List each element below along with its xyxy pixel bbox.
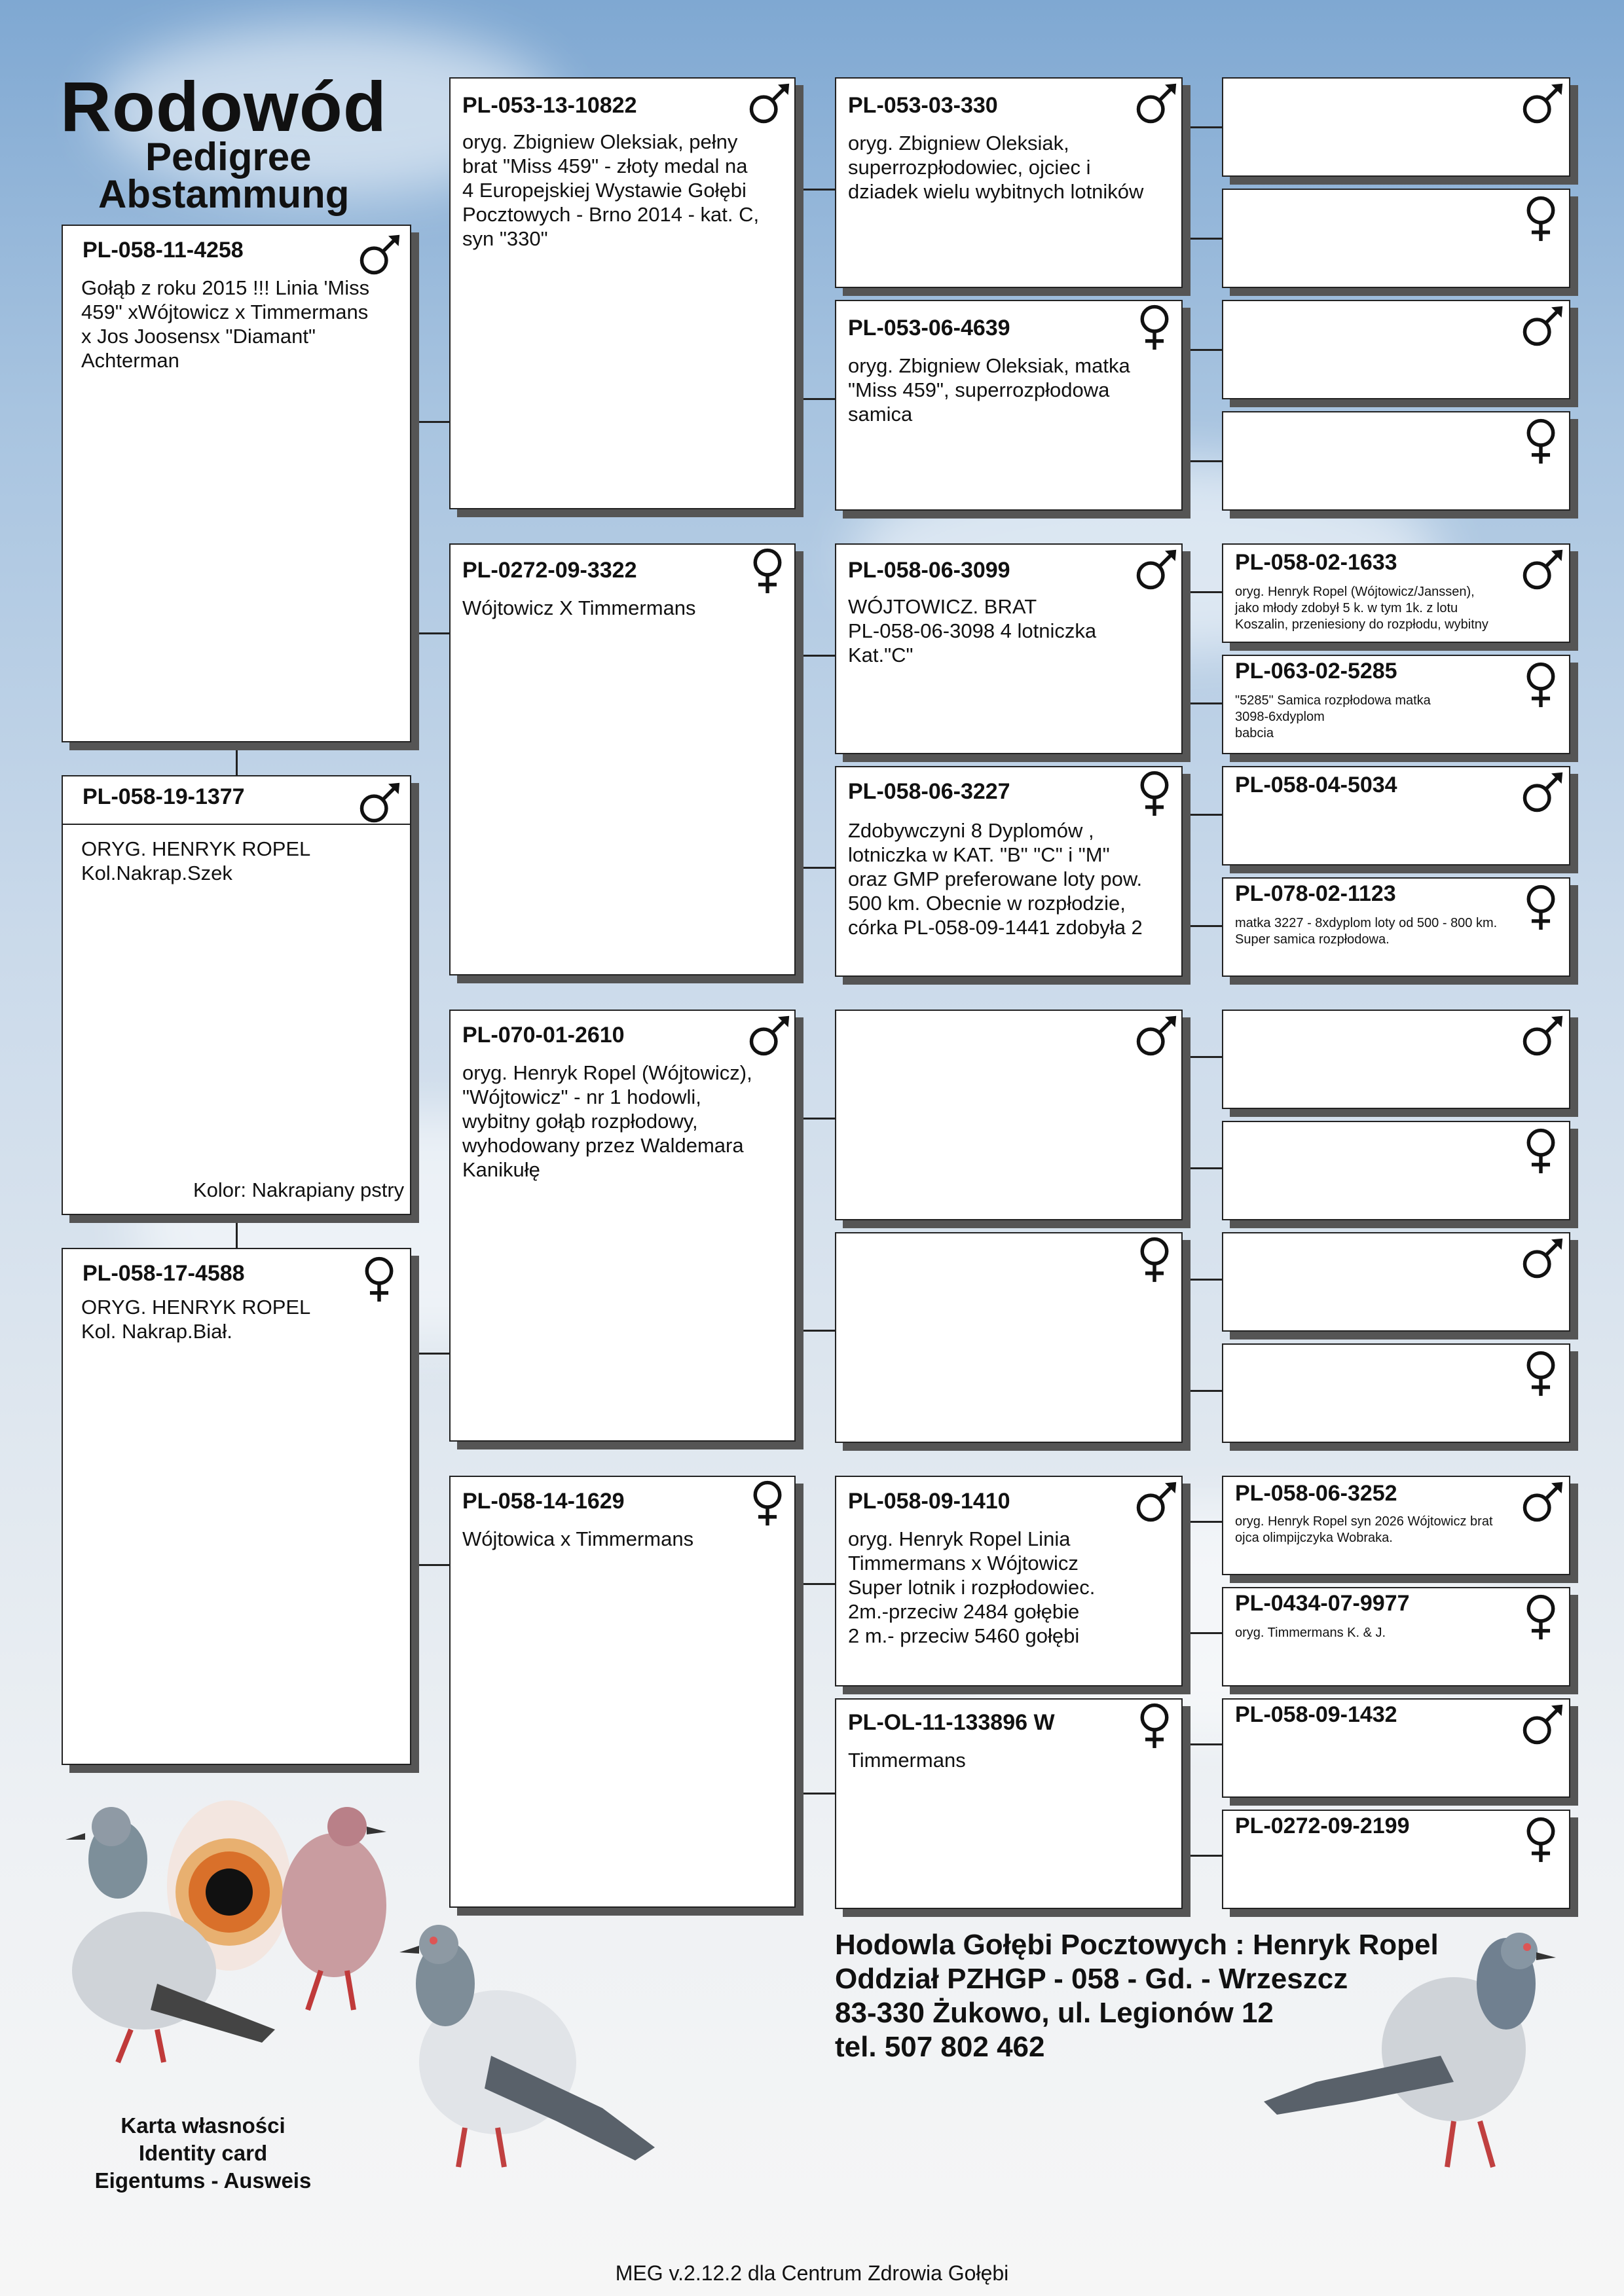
connector-line [1183, 814, 1222, 816]
pigeon-description: oryg. Henryk Ropel Linia Timmermans x Wójtowicz Super lotnik i rozpłodowiec. 2m.-przeciw 2484 gołębie 2 m.- przeciw 5460 gołębi [848, 1527, 1096, 1647]
ring-number: PL-058-06-3099 [848, 558, 1010, 583]
female-icon [1515, 659, 1566, 710]
connector-line [411, 632, 449, 634]
ring-number: PL-058-11-4258 [83, 238, 244, 263]
connector-line [1183, 1632, 1222, 1634]
male-icon [1517, 1233, 1568, 1285]
pigeon-card-ggg6[interactable] [1222, 655, 1570, 754]
pigeon-card-g3[interactable] [449, 1010, 796, 1442]
pigeon-card-main[interactable] [62, 225, 411, 742]
connector-line [799, 1118, 801, 1331]
ring-number: PL-053-03-330 [848, 93, 998, 118]
subtitle-de: Abstammung [98, 172, 350, 216]
female-icon [742, 545, 793, 596]
female-icon [1129, 1700, 1180, 1751]
connector-line [411, 421, 449, 423]
female-icon [1129, 301, 1180, 352]
connector-line [411, 1353, 449, 1355]
connector-line [1183, 702, 1222, 704]
connector-line [411, 421, 413, 634]
male-icon [1517, 1477, 1568, 1528]
pigeon-description: matka 3227 - 8xdyplom loty od 500 - 800 km. Super samica rozpłodowa. [1235, 916, 1498, 947]
connector-line [411, 1564, 449, 1566]
identity-card-label: Karta własności [120, 2113, 286, 2138]
connector-line [1183, 1521, 1222, 1523]
ring-number: PL-070-01-2610 [462, 1023, 625, 1048]
pigeon-description: oryg. Henryk Ropel (Wójtowicz), "Wójtowicz" - nr 1 hodowli, wybitny gołąb rozpłodowy, wyhodowany przez Waldemara Kanikułę [462, 1061, 752, 1181]
connector-line [1183, 925, 1222, 927]
pigeon-card-gg5[interactable] [835, 1010, 1183, 1220]
female-icon [1129, 1233, 1180, 1285]
connector-line [1183, 349, 1222, 351]
pigeon-card-ggg14[interactable] [1222, 1587, 1570, 1686]
pigeon-card-gg7[interactable] [835, 1476, 1183, 1686]
pigeon-card-gg3[interactable] [835, 543, 1183, 754]
pigeon-card-dam[interactable] [62, 1248, 411, 1765]
pigeon-card-g1[interactable] [449, 77, 796, 509]
ring-number: PL-058-17-4588 [83, 1261, 245, 1286]
connector-line [1183, 1743, 1222, 1745]
connector-line [1183, 1855, 1222, 1857]
page-title: Rodowód [60, 67, 387, 146]
pigeon-card-ggg11[interactable] [1222, 1232, 1570, 1332]
ring-number: PL-058-02-1633 [1235, 550, 1397, 575]
male-icon [354, 778, 405, 829]
female-icon [1515, 415, 1566, 466]
ring-number: PL-058-09-1432 [1235, 1702, 1397, 1727]
male-icon [1130, 79, 1181, 130]
pigeon-description: Zdobywczyni 8 Dyplomów , lotniczka w KAT. "B" "C" i "M" oraz GMP preferowane loty pow. 500 km. Obecnie w rozpłodzie, córka PL-058-09-1441 zdobyła 2 [848, 819, 1143, 939]
pigeon-description: Timmermans [848, 1749, 966, 1772]
pigeon-description: ORYG. HENRYK ROPEL Kol. Nakrap.Biał. [81, 1296, 311, 1343]
owner-line: tel. 507 802 462 [835, 2031, 1045, 2063]
owner-line: Oddział PZHGP - 058 - Gd. - Wrzeszcz [835, 1963, 1348, 1995]
pigeon-card-gg6[interactable] [835, 1232, 1183, 1443]
pigeon-card-ggg15[interactable] [1222, 1698, 1570, 1798]
pigeon-card-gg2[interactable] [835, 300, 1183, 511]
pigeon-card-ggg5[interactable] [1222, 543, 1570, 643]
male-icon [1517, 79, 1568, 130]
pigeon-card-gg1[interactable] [835, 77, 1183, 288]
ring-number: PL-058-09-1410 [848, 1489, 1010, 1514]
ring-number: PL-0434-07-9977 [1235, 1591, 1410, 1616]
connector-line [1183, 591, 1222, 593]
male-icon [1517, 767, 1568, 818]
pigeon-card-ggg3[interactable] [1222, 300, 1570, 399]
ring-number: PL-058-06-3252 [1235, 1481, 1397, 1506]
divider [63, 824, 410, 825]
ring-number: PL-058-14-1629 [462, 1489, 625, 1514]
ring-number: PL-058-19-1377 [83, 784, 245, 809]
owner-line: Hodowla Gołębi Pocztowych : Henryk Ropel [835, 1929, 1439, 1961]
connector-line [1183, 1056, 1222, 1058]
owner-line: 83-330 Żukowo, ul. Legionów 12 [835, 1997, 1274, 2029]
pigeon-card-ggg9[interactable] [1222, 1010, 1570, 1109]
male-icon [743, 79, 794, 130]
male-icon [1517, 1011, 1568, 1062]
ring-number: PL-063-02-5285 [1235, 659, 1397, 683]
connector-line [796, 655, 835, 657]
pigeon-card-ggg7[interactable] [1222, 766, 1570, 866]
connector-line [796, 189, 835, 191]
male-icon [1517, 545, 1568, 596]
footer-text: MEG v.2.12.2 dla Centrum Zdrowia Gołębi [615, 2261, 1009, 2285]
ring-number: PL-0272-09-3322 [462, 558, 637, 583]
female-icon [354, 1253, 405, 1304]
pigeon-card-gg8[interactable] [835, 1698, 1183, 1909]
connector-line [1183, 1167, 1222, 1169]
ring-number: PL-058-04-5034 [1235, 773, 1397, 797]
pigeon-description: oryg. Zbigniew Oleksiak, pełny brat "Miss 459" - złoty medal na 4 Europejskiej Wystawie Gołębi Pocztowych - Brno 2014 - kat. C, syn "330" [462, 130, 760, 250]
pigeon-description: oryg. Zbigniew Oleksiak, superrozpłodowiec, ojciec i dziadek wielu wybitnych lotników [848, 132, 1144, 203]
connector-line [796, 1583, 835, 1585]
identity-card-label: Identity card [138, 2141, 268, 2165]
pigeon-description: oryg. Timmermans K. & J. [1235, 1626, 1386, 1640]
ring-number: PL-053-13-10822 [462, 93, 637, 118]
pigeon-description: Gołąb z roku 2015 !!! Linia 'Miss 459" xWójtowicz x Timmermans x Jos Joosensx "Diamant" Achterman [81, 276, 370, 372]
connector-line [1183, 460, 1222, 462]
ring-number: PL-058-06-3227 [848, 779, 1010, 804]
pigeon-card-g4[interactable] [449, 1476, 796, 1908]
pigeon-card-ggg8[interactable] [1222, 877, 1570, 977]
connector-line [1183, 238, 1222, 240]
pigeon-description: ORYG. HENRYK ROPEL Kol.Nakrap.Szek [81, 837, 311, 884]
pigeon-illustration [386, 1912, 668, 2193]
pigeon-card-ggg10[interactable] [1222, 1121, 1570, 1220]
pigeon-card-ggg13[interactable] [1222, 1476, 1570, 1575]
female-icon [742, 1477, 793, 1528]
ring-number: PL-053-06-4639 [848, 316, 1010, 340]
pigeon-description: WÓJTOWICZ. BRAT PL-058-06-3098 4 lotniczka Kat."C" [848, 595, 1097, 666]
connector-line [1183, 1390, 1222, 1392]
female-icon [1515, 192, 1566, 244]
ring-number: PL-OL-11-133896 W [848, 1710, 1055, 1735]
pigeon-card-ggg4[interactable] [1222, 411, 1570, 511]
connector-line [799, 1330, 835, 1332]
pigeon-description: oryg. Henryk Ropel syn 2026 Wójtowicz brat ojca olimpijczyka Wobraka. [1235, 1514, 1493, 1545]
male-icon [1130, 1011, 1181, 1062]
female-icon [1515, 1591, 1566, 1642]
female-icon [1515, 881, 1566, 932]
identity-card-label: Eigentums - Ausweis [94, 2168, 312, 2193]
connector-line [411, 1353, 413, 1565]
female-icon [1515, 1813, 1566, 1865]
pigeon-description: "5285" Samica rozpłodowa matka 3098-6xdyplom babcia [1235, 693, 1431, 740]
connector-line [236, 742, 238, 775]
pigeon-card-ggg12[interactable] [1222, 1343, 1570, 1443]
male-icon [1517, 1700, 1568, 1751]
connector-line [796, 1118, 835, 1120]
pigeon-description: Wójtowicz X Timmermans [462, 596, 696, 619]
pigeon-card-ggg16[interactable] [1222, 1810, 1570, 1909]
pigeon-description: oryg. Henryk Ropel (Wójtowicz/Janssen), jako młody zdobył 5 k. w tym 1k. z lotu Koszalin, przeniesiony do rozpłodu, wybitny [1235, 585, 1488, 632]
male-icon [1130, 1477, 1181, 1528]
pigeon-description: oryg. Zbigniew Oleksiak, matka "Miss 459", superrozpłodowa samica [848, 354, 1130, 426]
color-label: Kolor: Nakrapiany pstry [193, 1178, 405, 1201]
female-icon [1515, 1347, 1566, 1398]
pigeon-card-sire[interactable] [62, 775, 411, 1215]
male-icon [354, 230, 405, 281]
female-icon [1129, 767, 1180, 818]
subtitle-en: Pedigree [145, 135, 312, 179]
pigeon-card-g2[interactable] [449, 543, 796, 975]
ring-number: PL-078-02-1123 [1235, 881, 1396, 906]
connector-line [799, 398, 835, 400]
male-icon [1130, 545, 1181, 596]
ring-number: PL-0272-09-2199 [1235, 1813, 1410, 1838]
pigeon-illustration [59, 1774, 426, 2115]
pigeon-card-ggg1[interactable] [1222, 77, 1570, 177]
pigeon-description: Wójtowica x Timmermans [462, 1527, 694, 1550]
connector-line [799, 1583, 801, 1794]
connector-line [799, 1793, 835, 1795]
male-icon [1517, 301, 1568, 352]
connector-line [1183, 126, 1222, 128]
pigeon-card-gg4[interactable] [835, 766, 1183, 977]
connector-line [1183, 1279, 1222, 1281]
connector-line [799, 655, 801, 868]
pigeon-card-ggg2[interactable] [1222, 189, 1570, 288]
female-icon [1515, 1125, 1566, 1176]
male-icon [743, 1011, 794, 1062]
connector-line [236, 1215, 238, 1248]
connector-line [799, 189, 801, 399]
connector-line [799, 867, 835, 869]
